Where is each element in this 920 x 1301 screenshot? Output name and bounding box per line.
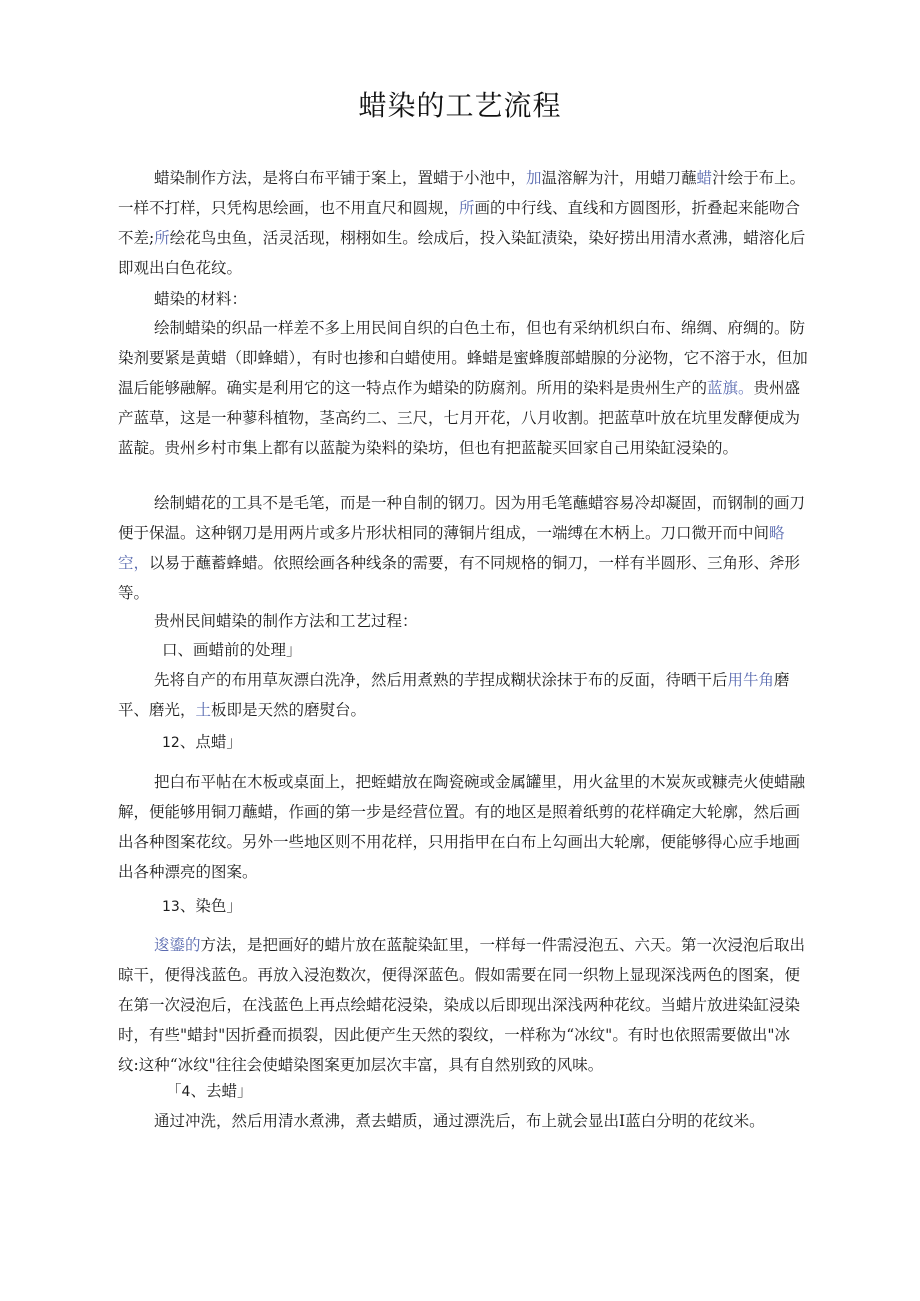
- step1-heading: 口、画蜡前的处理」: [162, 641, 302, 659]
- step1-paragraph: 先将自产的布用草灰漂白洗净，然后用煮熟的芋捏成糊状涂抹于布的反面，待晒干后用牛角磨平、磨光，土板即是天然的磨熨台。: [118, 671, 790, 719]
- materials-heading: 蜡染的材料：: [154, 290, 248, 308]
- materials-paragraph: 绘制蜡染的织品一样差不多上用民间自织的白色土布，但也有采纳机织白布、绵绸、府绸的。防染剂要紧是黄蜡（即蜂蜡），有时也掺和白蜡使用。蜂蜡是蜜蜂腹部蜡腺的分泌物，它不溶于水，但加温后能够融解。确实是利用它的这一特点作为蜡染的防腐剂。所用的染料是贵州生产的蓝旗。贵州盛产蓝草，这是一种蓼科植物，茎高约二、三尺，七月开花，八月收割。把蓝草叶放在坑里发酵便成为蓝靛。贵州乡村市集上都有以蓝靛为染料的染坊，但也有把蓝靛买回家自己用染缸浸染的。: [118, 319, 808, 457]
- step3-heading: 13、染色」: [162, 897, 242, 915]
- tools-paragraph: 绘制蜡花的工具不是毛笔，而是一种自制的钢刀。因为用毛笔蘸蜡容易冷却凝固，而钢制的画刀便于保温。这种钢刀是用两片或多片形状相同的薄铜片组成，一端缚在木柄上。刀口微开而中间略空，以易于蘸蓄蜂蜡。依照绘画各种线条的需要，有不同规格的铜刀，一样有半圆形、三角形、斧形等。: [118, 494, 806, 602]
- step2-heading: 12、点蜡」: [162, 733, 242, 751]
- step2-paragraph: 把白布平帖在木板或桌面上，把蛭蜡放在陶瓷碗或金属罐里，用火盆里的木炭灰或糠壳火使蜡融解，便能够用铜刀蘸蜡，作画的第一步是经营位置。有的地区是照着纸剪的花样确定大轮廓，然后画出各种图案花纹。另外一些地区则不用花样，只用指甲在白布上勾画出大轮廓，便能够得心应手地画出各种漂亮的图案。: [118, 773, 806, 881]
- intro-paragraph: 蜡染制作方法，是将白布平铺于案上，置蜡于小池中，加温溶解为汁，用蜡刀蘸蜡汁绘于布上。一样不打样，只凭构思绘画，也不用直尺和圆规，所画的中行线、直线和方圆图形，折叠起来能吻合不差;所绘花鸟虫鱼，活灵活现，栩栩如生。绘成后，投入染缸渍染，染好捞出用清水煮沸，蜡溶化后即观出白色花纹。: [118, 169, 806, 277]
- step4-heading: 「4、去蜡」: [166, 1082, 253, 1100]
- page-title: 蜡染的工艺流程: [358, 89, 562, 122]
- step4-paragraph: 通过冲洗，然后用清水煮沸，煮去蜡质，通过漂洗后，布上就会显出I蓝白分明的花纹米。: [154, 1112, 765, 1130]
- process-heading: 贵州民间蜡染的制作方法和工艺过程：: [154, 612, 418, 630]
- step3-paragraph: 逡鎏的方法，是把画好的蜡片放在蓝靛染缸里，一样每一件需浸泡五、六天。第一次浸泡后取出晾干，便得浅蓝色。再放入浸泡数次，便得深蓝色。假如需要在同一织物上显现深浅两色的图案，便在第一次浸泡后，在浅蓝色上再点绘蜡花浸染，染成以后即现出深浅两种花纹。当蜡片放进染缸浸染时，有些"蜡封"因折叠而损裂，因此便产生天然的裂纹，一样称为“冰纹"。有时也依照需要做出"冰纹:这种“冰纹"往往会使蜡染图案更加层次丰富，具有自然别致的风味。: [118, 936, 806, 1074]
